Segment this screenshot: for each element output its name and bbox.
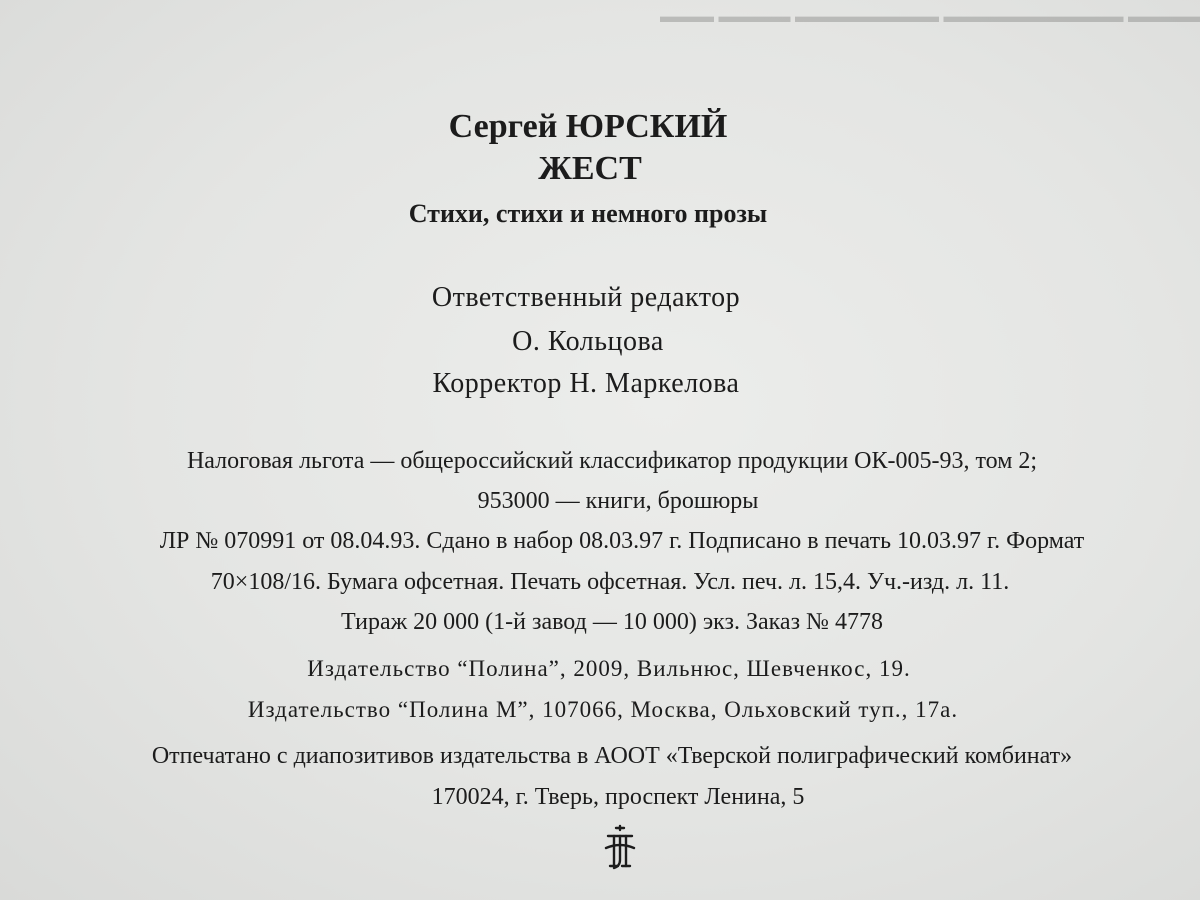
book-title: ЖЕСТ <box>538 150 642 187</box>
tax-benefit-line: Налоговая льгота — общероссийский классификатор продукции ОК-005-93, том 2; <box>186 448 1038 474</box>
printed-by-line: Отпечатано с диапозитивов издательства в АООТ «Тверской полиграфический комбинат» <box>151 743 1073 769</box>
tax-category-line: 953000 — книги, брошюры <box>477 488 759 514</box>
editor-name: О. Кольцова <box>512 326 664 357</box>
bleed-through-text: ▬▬▬▬ ▬▬▬▬▬▬▬▬▬▬ ▬▬▬▬▬▬▬▬ ▬▬▬▬ ▬▬▬ <box>660 6 1200 26</box>
print-run-line: Тираж 20 000 (1-й завод — 10 000) экз. Заказ № 4778 <box>341 609 883 635</box>
corrector-name: Корректор Н. Маркелова <box>432 368 740 399</box>
book-subtitle: Стихи, стихи и немного прозы <box>408 199 768 228</box>
publisher-moscow: Издательство “Полина М”, 107066, Москва, Ольховский туп., 17а. <box>247 697 959 722</box>
printer-address: 170024, г. Тверь, проспект Ленина, 5 <box>431 784 805 810</box>
book-author: Сергей ЮРСКИЙ <box>448 108 728 145</box>
license-line: ЛР № 070991 от 08.04.93. Сдано в набор 08.03.97 г. Подписано в печать 10.03.97 г. Формат <box>159 528 1085 554</box>
publisher-vilnius: Издательство “Полина”, 2009, Вильнюс, Шевченкос, 19. <box>307 656 911 681</box>
tpk-monogram-icon <box>600 822 640 872</box>
editor-role: Ответственный редактор <box>431 282 741 313</box>
format-line: 70×108/16. Бумага офсетная. Печать офсетная. Усл. печ. л. 15,4. Уч.-изд. л. 11. <box>210 569 1010 595</box>
